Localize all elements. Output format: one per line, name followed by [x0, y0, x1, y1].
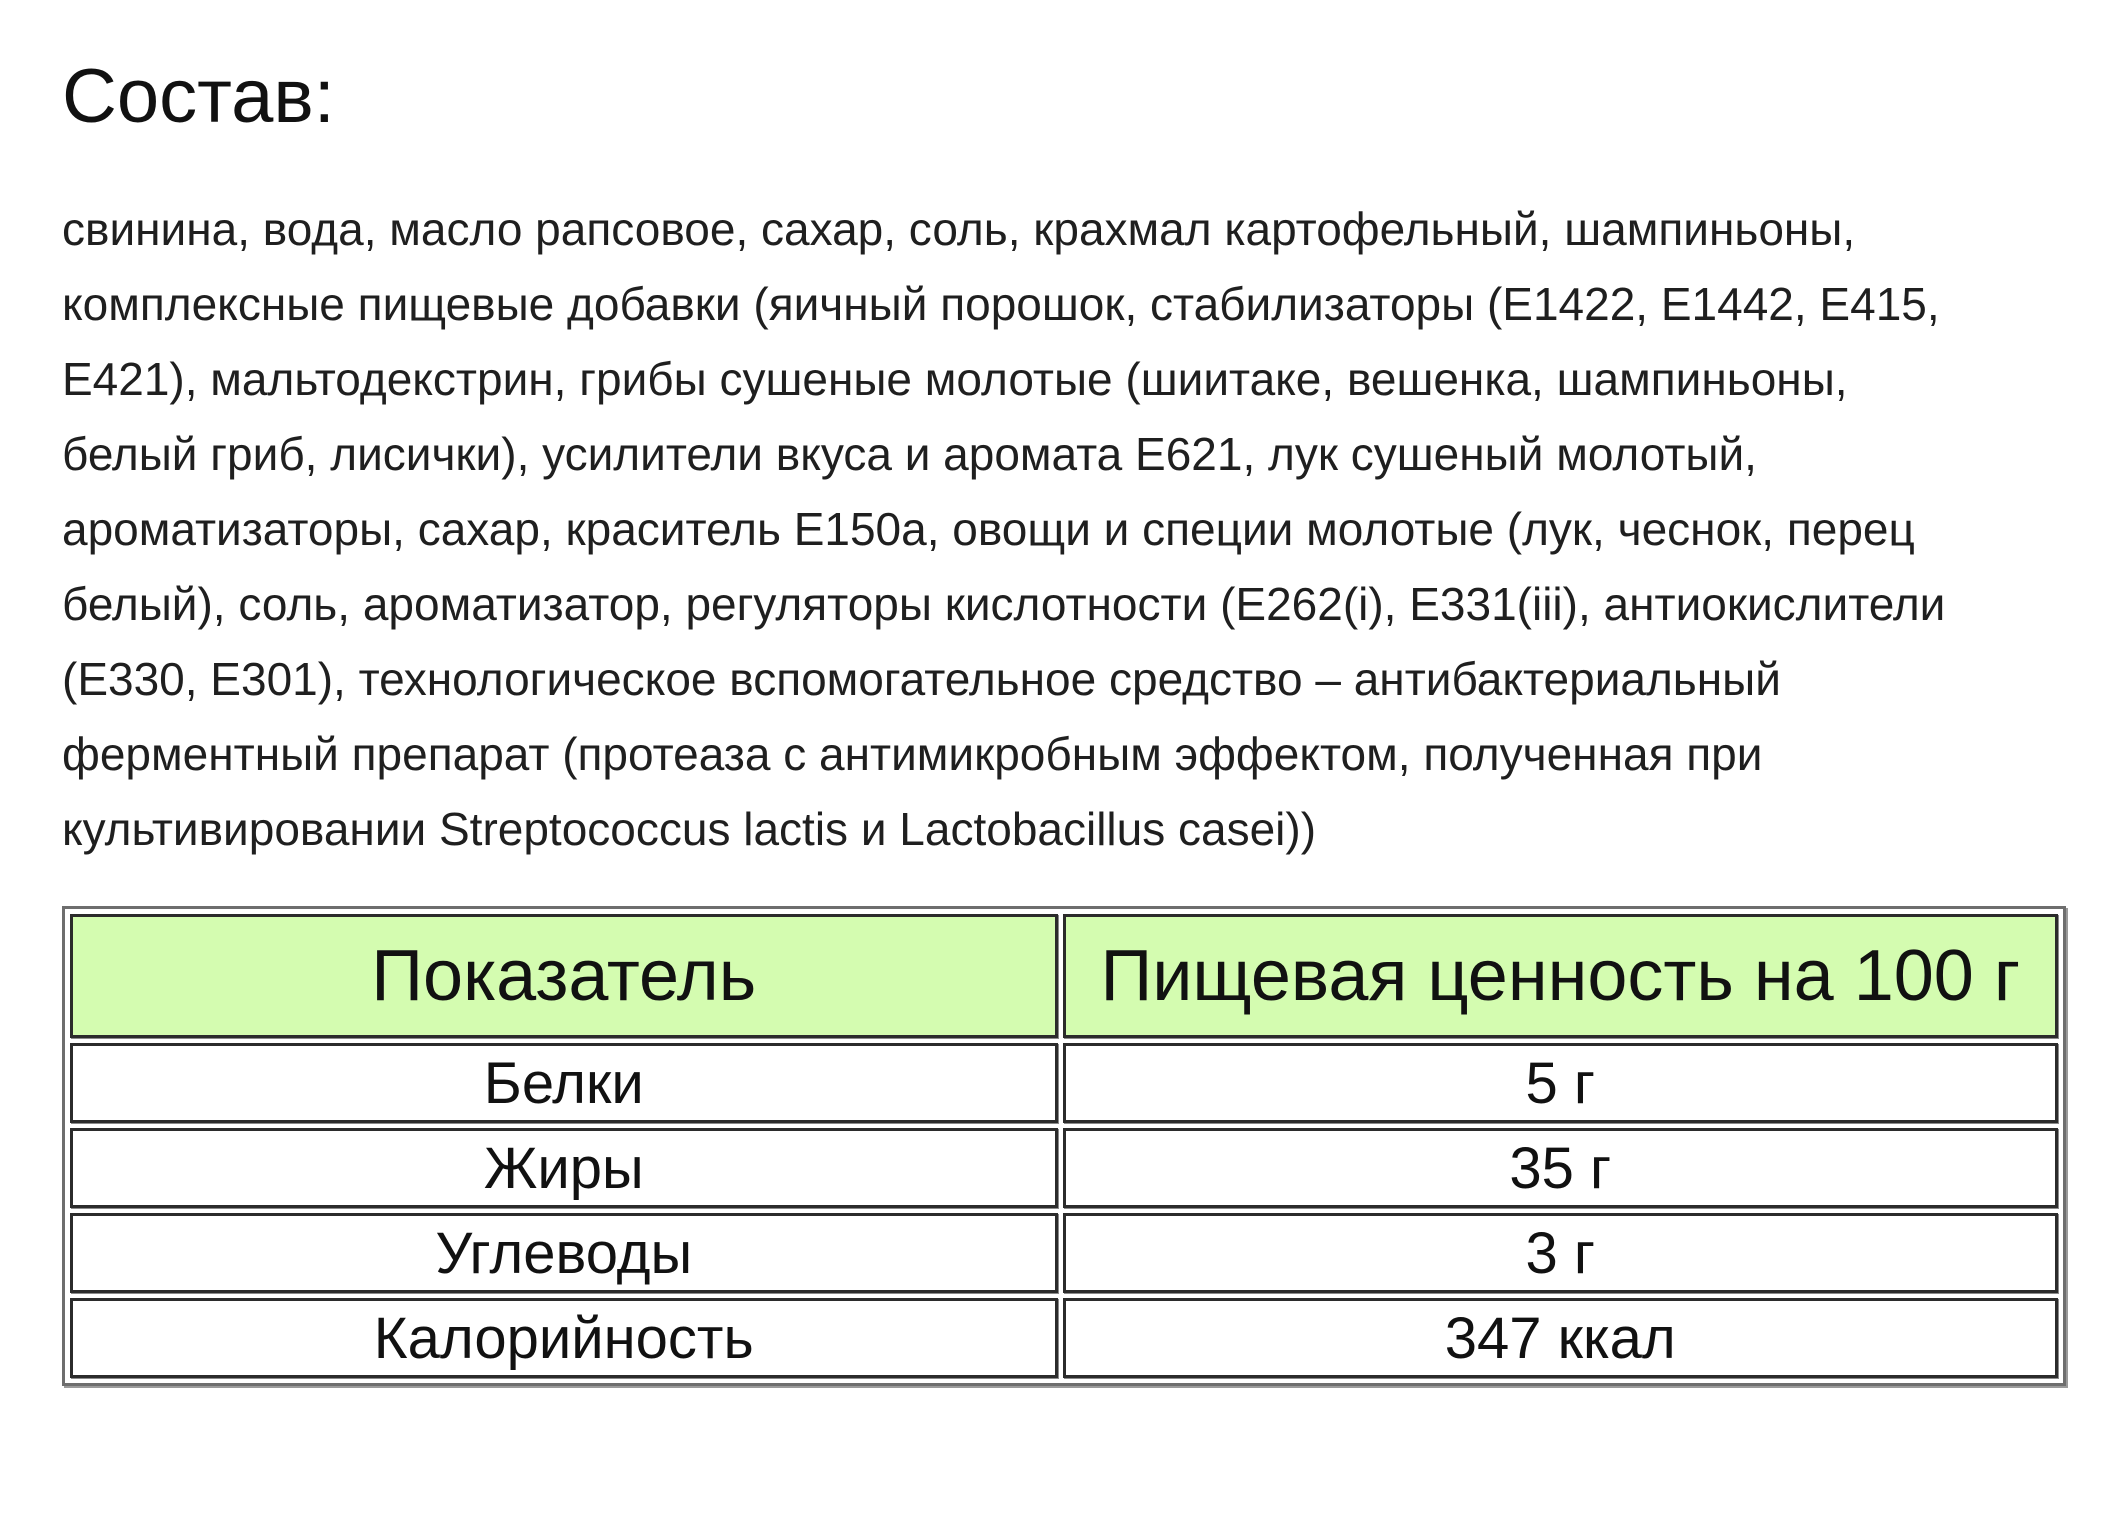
header-nutritional-value: Пищевая ценность на 100 г [1063, 914, 2058, 1038]
value-cell: 3 г [1063, 1213, 2058, 1293]
composition-line: белый гриб, лисички), усилители вкуса и аромата Е621, лук сушеный молотый, [62, 428, 1757, 480]
composition-line: белый), соль, ароматизатор, регуляторы кислотности (Е262(i), Е331(iii), антиокислители [62, 578, 1946, 630]
header-indicator: Показатель [70, 914, 1058, 1038]
value-cell: 35 г [1063, 1128, 2058, 1208]
composition-line: культивировании Streptococcus lactis и Lactobacillus casei)) [62, 803, 1317, 855]
indicator-cell: Белки [70, 1043, 1058, 1123]
indicator-cell: Жиры [70, 1128, 1058, 1208]
nutrition-table-frame [62, 906, 2066, 1386]
composition-line: свинина, вода, масло рапсовое, сахар, соль, крахмал картофельный, шампиньоны, [62, 203, 1856, 255]
composition-line: ферментный препарат (протеаза с антимикробным эффектом, полученная при [62, 728, 1763, 780]
composition-line: Е421), мальтодекстрин, грибы сушеные молотые (шиитаке, вешенка, шампиньоны, [62, 353, 1848, 405]
table-row [70, 1298, 2058, 1378]
table-row [70, 1213, 2058, 1293]
composition-title: Состав: [62, 54, 335, 139]
composition-text [62, 192, 2082, 867]
table-row [70, 1043, 2058, 1123]
table-header-row [70, 914, 2058, 1038]
value-cell: 5 г [1063, 1043, 2058, 1123]
indicator-cell: Углеводы [70, 1213, 1058, 1293]
value-cell: 347 ккал [1063, 1298, 2058, 1378]
composition-line: комплексные пищевые добавки (яичный порошок, стабилизаторы (Е1422, Е1442, Е415, [62, 278, 1940, 330]
indicator-cell: Калорийность [70, 1298, 1058, 1378]
composition-line: (Е330, Е301), технологическое вспомогательное средство – антибактериальный [62, 653, 1781, 705]
table-row [70, 1128, 2058, 1208]
composition-line: ароматизаторы, сахар, краситель Е150а, овощи и специи молотые (лук, чеснок, перец [62, 503, 1915, 555]
nutrition-table [65, 909, 2063, 1383]
